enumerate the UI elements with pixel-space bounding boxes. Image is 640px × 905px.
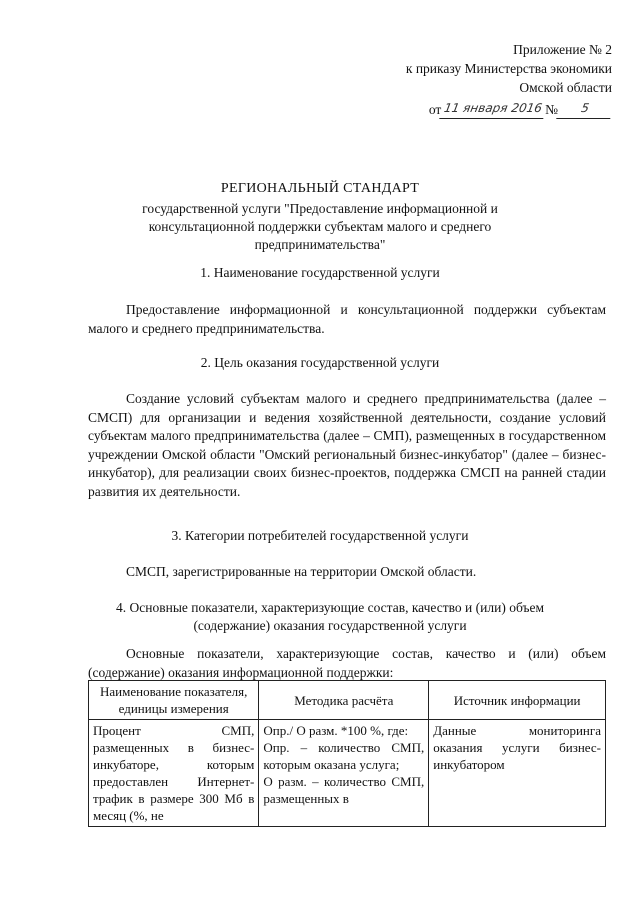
section-3-title: 3. Категории потребителей государственной услуги [171, 528, 469, 543]
handwritten-date: 11 января 2016 [440, 99, 547, 119]
cell-calculation-method [259, 720, 429, 827]
title-main: РЕГИОНАЛЬНЫЙ СТАНДАРТ [220, 181, 420, 196]
method-numerator: Опр. – количество СМП, которым оказана услуга; [263, 740, 425, 772]
cell-information-source: Данные мониторинга оказания услуги бизнес-инкубатором [429, 720, 606, 827]
date-prefix: от [428, 102, 442, 117]
table-header-row [89, 681, 606, 720]
cell-indicator-name: Процент СМП, размещенных в бизнес-инкубаторе, которым предоставлен Интернет-трафик в размере 300 Мб в месяц (%, не [89, 720, 259, 827]
section-2-title: 2. Цель оказания государственной услуги [200, 355, 440, 370]
header-indicator-name: Наименование показателя, единицы измерения [89, 681, 259, 720]
section-4-title: 4. Основные показатели, характеризующие состав, качество и (или) объем (содержание) оказания государственной услуги [116, 600, 544, 633]
order-date-line [312, 99, 612, 119]
section-2-text: Создание условий субъектам малого и среднего предпринимательства (далее – СМСП) для организации и ведения хозяйственной деятельности, создание условий субъектам малого предпринимательства (далее – СМП), размещенных в государственном учреждении Омской области "Омский региональный бизнес-инкубатор" (далее – бизнес-инкубатор), для реализации своих бизнес-проектов, поддержка СМСП на ранней стадии развития их деятельности. [88, 391, 606, 499]
title-subtitle: государственной услуги "Предоставление информационной и консультационной поддержки субъектам малого и среднего предпринимательства" [142, 201, 498, 252]
table-row [89, 720, 606, 827]
header-calculation-method: Методика расчёта [259, 681, 429, 720]
handwritten-number: 5 [556, 99, 614, 119]
header-information-source: Источник информации [429, 681, 606, 720]
section-1-title: 1. Наименование государственной услуги [200, 265, 440, 280]
annex-label: Приложение № 2 [513, 42, 612, 57]
order-label: к приказу Министерства экономики [405, 61, 612, 76]
section-3-text: СМСП, зарегистрированные на территории Омской области. [126, 564, 477, 579]
method-formula: Опр./ О разм. *100 %, где: [263, 723, 409, 738]
section-1-text: Предоставление информационной и консультационной поддержки субъектам малого и среднего предпринимательства. [88, 302, 606, 336]
section-4-text: Основные показатели, характеризующие состав, качество и (или) объем (содержание) оказания информационной поддержки: [88, 646, 606, 680]
document-header [312, 40, 612, 119]
region-label: Омской области [519, 80, 612, 95]
document-title [110, 180, 530, 254]
indicators-table [88, 680, 606, 827]
number-prefix: № [545, 102, 558, 117]
method-denominator: О разм. – количество СМП, размещенных в [263, 774, 425, 806]
